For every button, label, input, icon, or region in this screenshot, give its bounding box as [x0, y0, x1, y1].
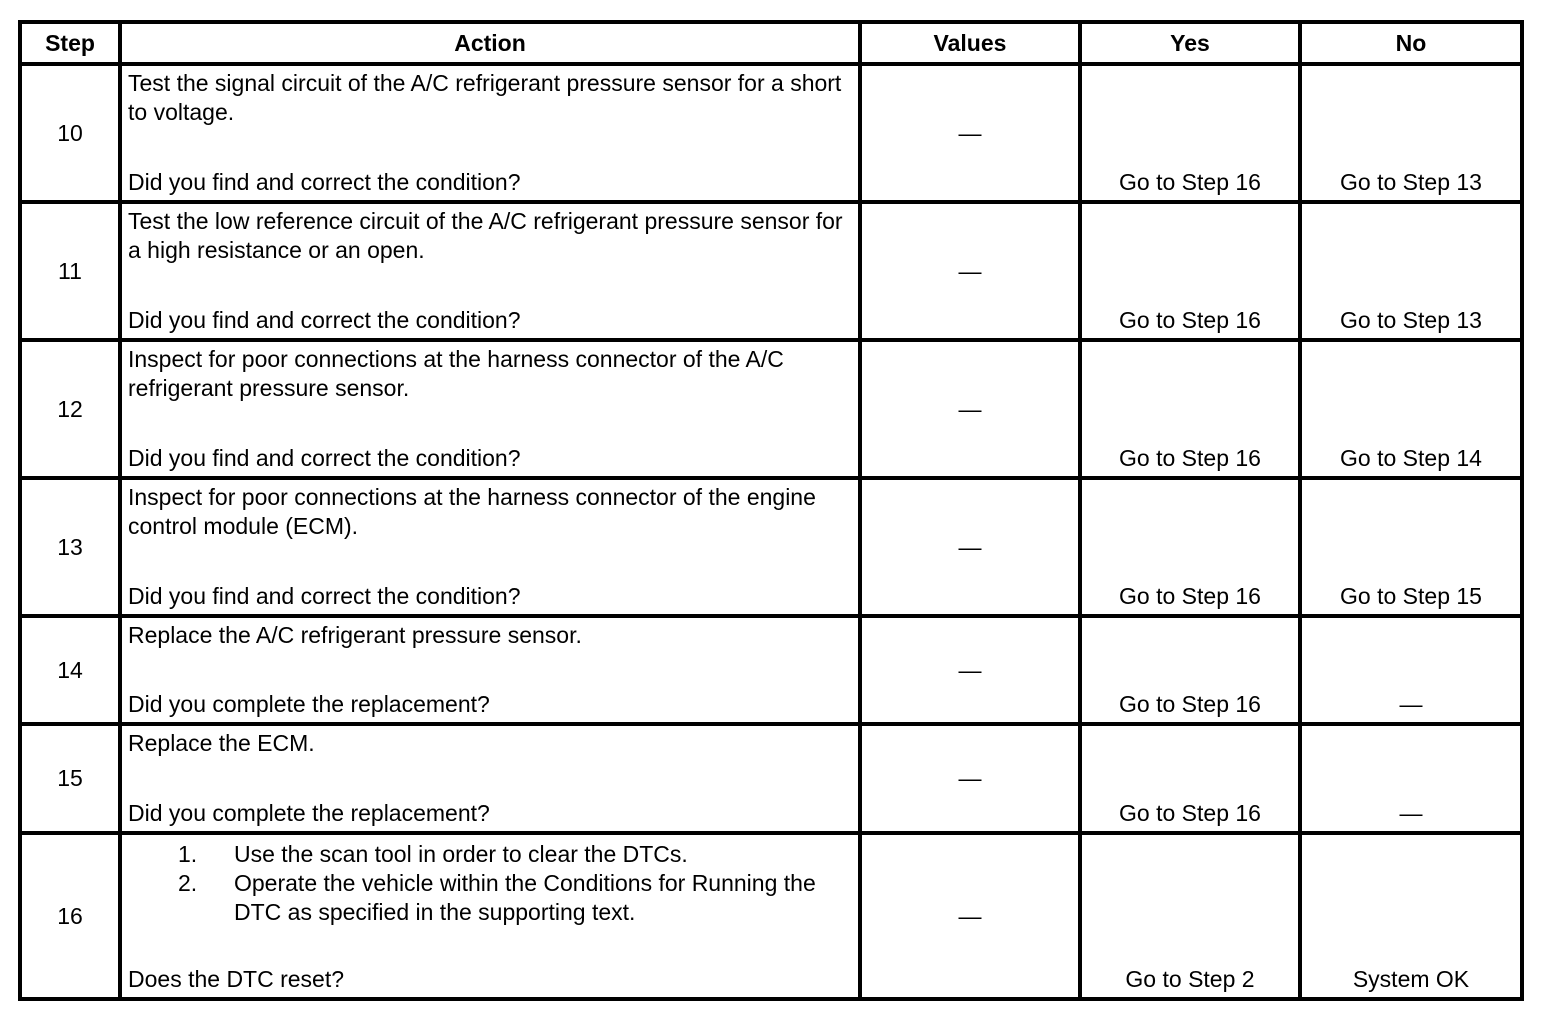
procedure-step-number: 2.	[178, 870, 198, 896]
no-cell: Go to Step 14	[1300, 340, 1522, 478]
no-cell: System OK	[1300, 833, 1522, 999]
yes-cell: Go to Step 16	[1080, 64, 1300, 202]
table-row	[20, 724, 1522, 833]
table-row	[20, 616, 1522, 724]
step-number: 15	[20, 724, 120, 833]
procedure-step	[128, 840, 852, 869]
table-row	[20, 833, 1522, 999]
procedure-step-text: Operate the vehicle within the Conditions for Running the DTC as specified in the supporting text.	[234, 870, 816, 925]
no-cell: —	[1300, 724, 1522, 833]
action-description: Replace the A/C refrigerant pressure sensor.	[128, 622, 582, 648]
action-question: Did you find and correct the condition?	[128, 307, 521, 333]
values-cell: —	[860, 340, 1080, 478]
action-question: Did you find and correct the condition?	[128, 583, 521, 609]
action-cell	[120, 724, 860, 833]
procedure-step	[128, 869, 852, 927]
no-cell: Go to Step 13	[1300, 64, 1522, 202]
step-number: 12	[20, 340, 120, 478]
action-cell	[120, 833, 860, 999]
header-row	[20, 22, 1522, 64]
step-number: 13	[20, 478, 120, 616]
step-number: 10	[20, 64, 120, 202]
header-action: Action	[120, 22, 860, 64]
values-cell: —	[860, 724, 1080, 833]
action-description: Test the signal circuit of the A/C refrigerant pressure sensor for a short to voltage.	[128, 70, 842, 125]
header-values: Values	[860, 22, 1080, 64]
table-row	[20, 340, 1522, 478]
yes-cell: Go to Step 16	[1080, 340, 1300, 478]
no-cell: Go to Step 15	[1300, 478, 1522, 616]
yes-cell: Go to Step 16	[1080, 616, 1300, 724]
action-cell	[120, 616, 860, 724]
values-cell: —	[860, 64, 1080, 202]
yes-cell: Go to Step 16	[1080, 202, 1300, 340]
action-description: Replace the ECM.	[128, 730, 315, 756]
action-question: Did you find and correct the condition?	[128, 445, 521, 471]
yes-cell: Go to Step 16	[1080, 724, 1300, 833]
action-question: Does the DTC reset?	[128, 966, 345, 992]
header-step: Step	[20, 22, 120, 64]
yes-cell: Go to Step 16	[1080, 478, 1300, 616]
values-cell: —	[860, 616, 1080, 724]
values-cell: —	[860, 478, 1080, 616]
action-question: Did you complete the replacement?	[128, 691, 490, 717]
no-cell: Go to Step 13	[1300, 202, 1522, 340]
table-row	[20, 478, 1522, 616]
action-cell	[120, 64, 860, 202]
table-row	[20, 202, 1522, 340]
header-yes: Yes	[1080, 22, 1300, 64]
values-cell: —	[860, 833, 1080, 999]
values-cell: —	[860, 202, 1080, 340]
no-cell: —	[1300, 616, 1522, 724]
action-cell	[120, 340, 860, 478]
yes-cell: Go to Step 2	[1080, 833, 1300, 999]
step-number: 14	[20, 616, 120, 724]
action-question: Did you find and correct the condition?	[128, 169, 521, 195]
action-question: Did you complete the replacement?	[128, 800, 490, 826]
action-cell	[120, 478, 860, 616]
procedure-list	[128, 840, 852, 927]
action-description: Test the low reference circuit of the A/C refrigerant pressure sensor for a high resistance or an open.	[128, 208, 843, 263]
step-number: 11	[20, 202, 120, 340]
action-description: Inspect for poor connections at the harness connector of the engine control module (ECM).	[128, 484, 816, 539]
action-description: Inspect for poor connections at the harness connector of the A/C refrigerant pressure sensor.	[128, 346, 784, 401]
step-number: 16	[20, 833, 120, 999]
table-row	[20, 64, 1522, 202]
diagnostic-table	[18, 20, 1524, 1001]
header-no: No	[1300, 22, 1522, 64]
procedure-step-text: Use the scan tool in order to clear the DTCs.	[234, 841, 688, 867]
action-cell	[120, 202, 860, 340]
procedure-step-number: 1.	[178, 841, 198, 867]
